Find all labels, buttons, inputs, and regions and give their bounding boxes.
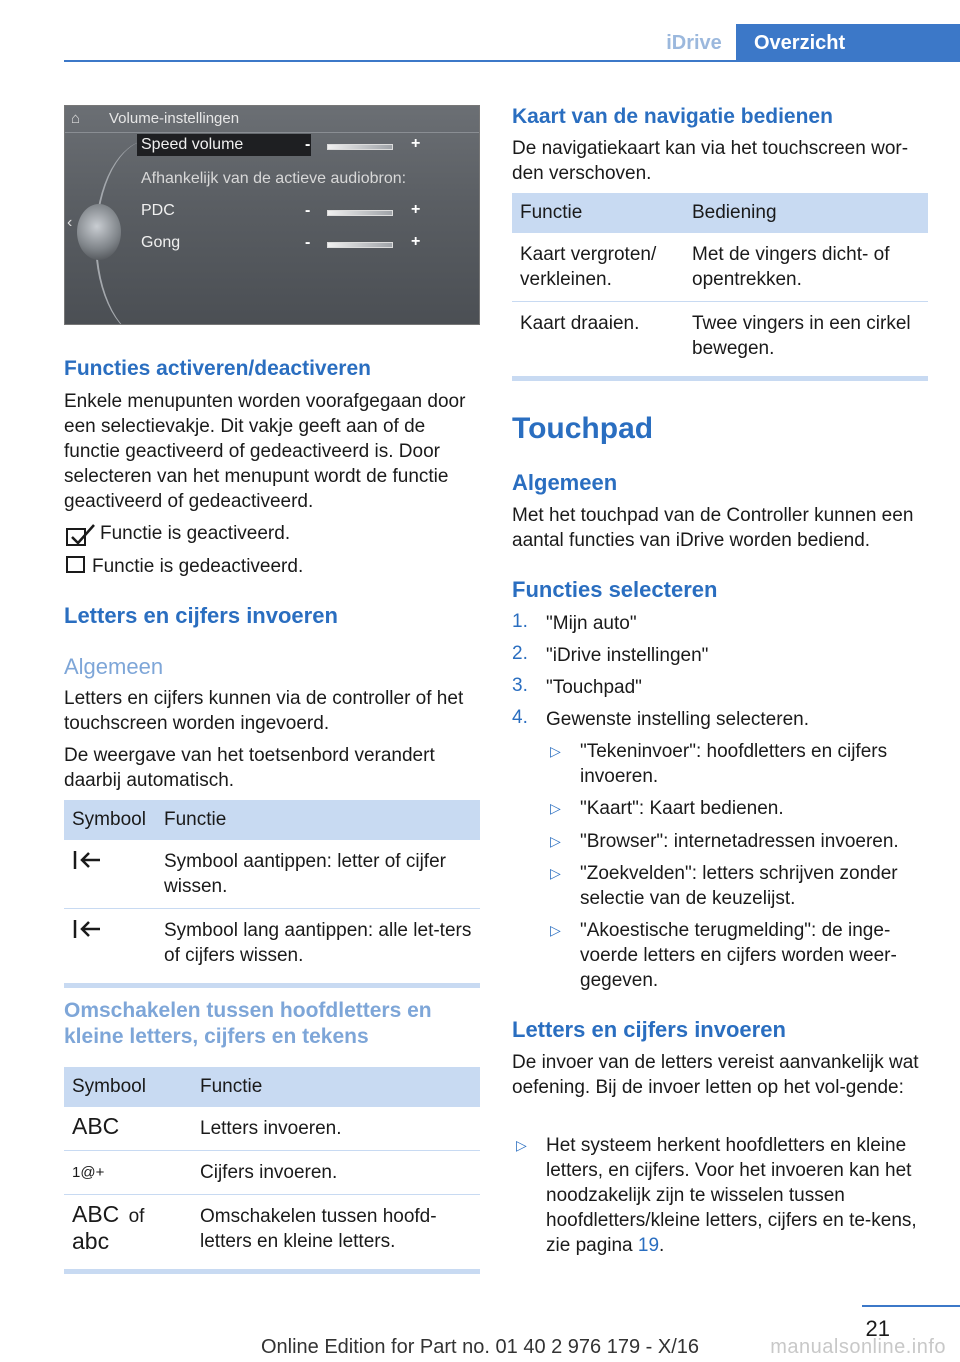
screenshot-title: Volume-instellingen [109, 110, 240, 127]
heading-letters-invoeren: Letters en cijfers invoeren [64, 603, 338, 628]
paragraph-kaart: De navigatiekaart kan via het touchscreen wor-den verschoven. [512, 138, 909, 184]
home-icon: ⌂ [71, 110, 81, 127]
step-text: "Touchpad" [546, 677, 642, 698]
plus-icon: + [411, 135, 421, 152]
table-end-rule [64, 983, 480, 988]
step-number: 1. [512, 611, 528, 632]
step-text: "iDrive instellingen" [546, 645, 709, 666]
checkbox-off-label: Functie is gedeactiveerd. [92, 556, 304, 577]
plus-icon: + [411, 233, 421, 250]
volume-settings-screenshot [64, 105, 480, 325]
table-row [64, 840, 480, 909]
bullet-item [546, 1133, 930, 1258]
triangle-bullet-icon: ▷ [516, 1137, 527, 1153]
sub-item: "Zoekvelden": letters schrijven zonder selectie van de keuzelijst. [580, 863, 898, 909]
triangle-bullet-icon: ▷ [550, 800, 561, 816]
heading-functies-selecteren: Functies selecteren [512, 577, 718, 602]
header-tab-overzicht[interactable]: Overzicht [736, 24, 960, 62]
row-gong: Gong [141, 234, 181, 251]
table-end-rule [512, 376, 928, 381]
table-end-rule [64, 1269, 480, 1274]
page-number-rule [862, 1305, 960, 1307]
paragraph-algemeen-2: De weergave van het toetsenbord verandert daarbij automatisch. [64, 745, 435, 791]
triangle-bullet-icon: ▷ [550, 865, 561, 881]
backspace-icon [64, 840, 156, 909]
volume-slider [327, 242, 393, 248]
table-header-cell: Symbool [64, 1067, 192, 1107]
minus-icon: - [305, 234, 311, 251]
table-row [64, 1195, 480, 1266]
minus-icon: - [305, 202, 311, 219]
table-cell: Symbool lang aantippen: alle let-ters of cijfers wissen. [164, 920, 472, 966]
backspace-icon [64, 909, 156, 978]
table-header-cell: Functie [512, 193, 684, 233]
table-cell: Omschakelen tussen hoofd-letters en kleine letters. [200, 1206, 437, 1252]
volume-slider [327, 144, 393, 150]
table-row [512, 302, 928, 371]
table-row [64, 909, 480, 978]
table-cell: Cijfers invoeren. [192, 1151, 480, 1195]
triangle-bullet-icon: ▷ [550, 833, 561, 849]
bullet-text: Het systeem herkent hoofdletters en kleine letters, en cijfers. Voor het invoeren kan het noodzakelijk zijn te wisselen tussen hoofdletters/kleine letters, cijfers en te-kens, zie pagina [546, 1135, 917, 1256]
table-header-cell: Bediening [684, 193, 928, 233]
heading-touchpad: Touchpad [512, 412, 654, 445]
step-text: "Mijn auto" [546, 613, 637, 634]
paragraph-touchpad: Met het touchpad van de Controller kunnen een aantal functies van iDrive worden bediend. [512, 505, 914, 551]
table-header-row [64, 1067, 480, 1107]
footer-edition: Online Edition for Part no. 01 40 2 976 179 - X/16 [260, 1336, 700, 1358]
heading-algemeen: Algemeen [64, 654, 164, 679]
table-header-row [512, 193, 928, 233]
step-number: 4. [512, 707, 528, 728]
step-text: Gewenste instelling selecteren. [546, 709, 809, 730]
paragraph-algemeen-1: Letters en cijfers kunnen via de controller of het touchscreen worden ingevoerd. [64, 688, 464, 734]
abc-lower-symbol: abc [72, 1228, 110, 1254]
bullet-end: . [659, 1235, 665, 1256]
table-header-row [64, 800, 480, 840]
chevron-left-icon: ‹ [67, 214, 73, 231]
table-delete-symbols [64, 800, 480, 988]
table-cell: Symbool aantippen: letter of cijfer wissen. [156, 840, 480, 909]
header-tab-idrive[interactable]: iDrive [666, 32, 722, 54]
sub-item: "Kaart": Kaart bedienen. [580, 798, 784, 819]
table-row [512, 233, 928, 302]
table-cell: Met de vingers dicht- of opentrekken. [684, 233, 928, 302]
heading-letters-invoeren-right: Letters en cijfers invoeren [512, 1017, 786, 1042]
paragraph-activeren: Enkele menupunten worden voorafgegaan door een selectievakje. Dit vakje geeft aan of de functie geactiveerd of gedeactiveerd is. Door selecteren van het menupunt wordt de functie geactiveerd of gedeactiveerd. [64, 391, 466, 512]
abc-upper-symbol: ABC [72, 1201, 120, 1227]
abc-symbol: ABC [64, 1107, 192, 1151]
table-mode-symbols [64, 1067, 480, 1274]
sub-item: "Tekeninvoer": hoofdletters en cijfers invoeren. [580, 741, 888, 787]
row-pdc: PDC [141, 202, 175, 219]
triangle-bullet-icon: ▷ [550, 922, 561, 938]
minus-icon: - [305, 136, 311, 153]
numbers-symbol: 1@+ [64, 1151, 192, 1195]
table-row [64, 1107, 480, 1151]
abc-toggle-symbol [64, 1195, 192, 1266]
table-cell: Twee vingers in een cirkel bewegen. [692, 313, 911, 359]
step-number: 2. [512, 643, 528, 664]
step-number: 3. [512, 675, 528, 696]
checkbox-checked-icon [66, 523, 96, 545]
table-map-functions [512, 193, 928, 381]
heading-kaart-bedienen: Kaart van de navigatie bedienen [512, 105, 833, 128]
plus-icon: + [411, 201, 421, 218]
checkbox-unchecked-icon [66, 556, 86, 574]
table-cell: Kaart vergroten/ verkleinen. [512, 233, 684, 302]
heading-touchpad-algemeen: Algemeen [512, 470, 618, 495]
table-header-cell: Symbool [64, 800, 156, 840]
paragraph-letters: De invoer van de letters vereist aanvankelijk wat oefening. Bij de invoer letten op het vol-gende: [512, 1052, 919, 1098]
table-header-cell: Functie [156, 800, 480, 840]
symbol-or: of [128, 1206, 145, 1227]
triangle-bullet-icon: ▷ [550, 743, 561, 759]
checkbox-on-label: Functie is geactiveerd. [100, 523, 291, 544]
page-link[interactable]: 19 [637, 1235, 660, 1256]
heading-functies-activeren: Functies activeren/deactiveren [64, 357, 371, 380]
watermark: manualsonline.info [770, 1336, 946, 1358]
page-number: 21 [865, 1316, 890, 1341]
table-header-cell: Functie [192, 1067, 480, 1107]
volume-slider [327, 210, 393, 216]
sub-item: "Browser": internetadressen invoeren. [580, 831, 899, 852]
row-source-label: Afhankelijk van de actieve audiobron: [141, 170, 407, 187]
controller-knob-icon [77, 204, 121, 260]
table-cell: Kaart draaien. [520, 313, 640, 334]
screenshot-divider [65, 132, 479, 133]
sub-item: "Akoestische terugmelding": de inge-voerde letters en cijfers worden weer-gegeven. [580, 920, 897, 991]
heading-omschakelen: Omschakelen tussen hoofdletters en kleine letters, cijfers en tekens [64, 999, 432, 1048]
table-cell: Letters invoeren. [192, 1107, 480, 1151]
row-speed-volume: Speed volume [141, 136, 244, 153]
header-rule [64, 60, 960, 62]
table-row [64, 1151, 480, 1195]
